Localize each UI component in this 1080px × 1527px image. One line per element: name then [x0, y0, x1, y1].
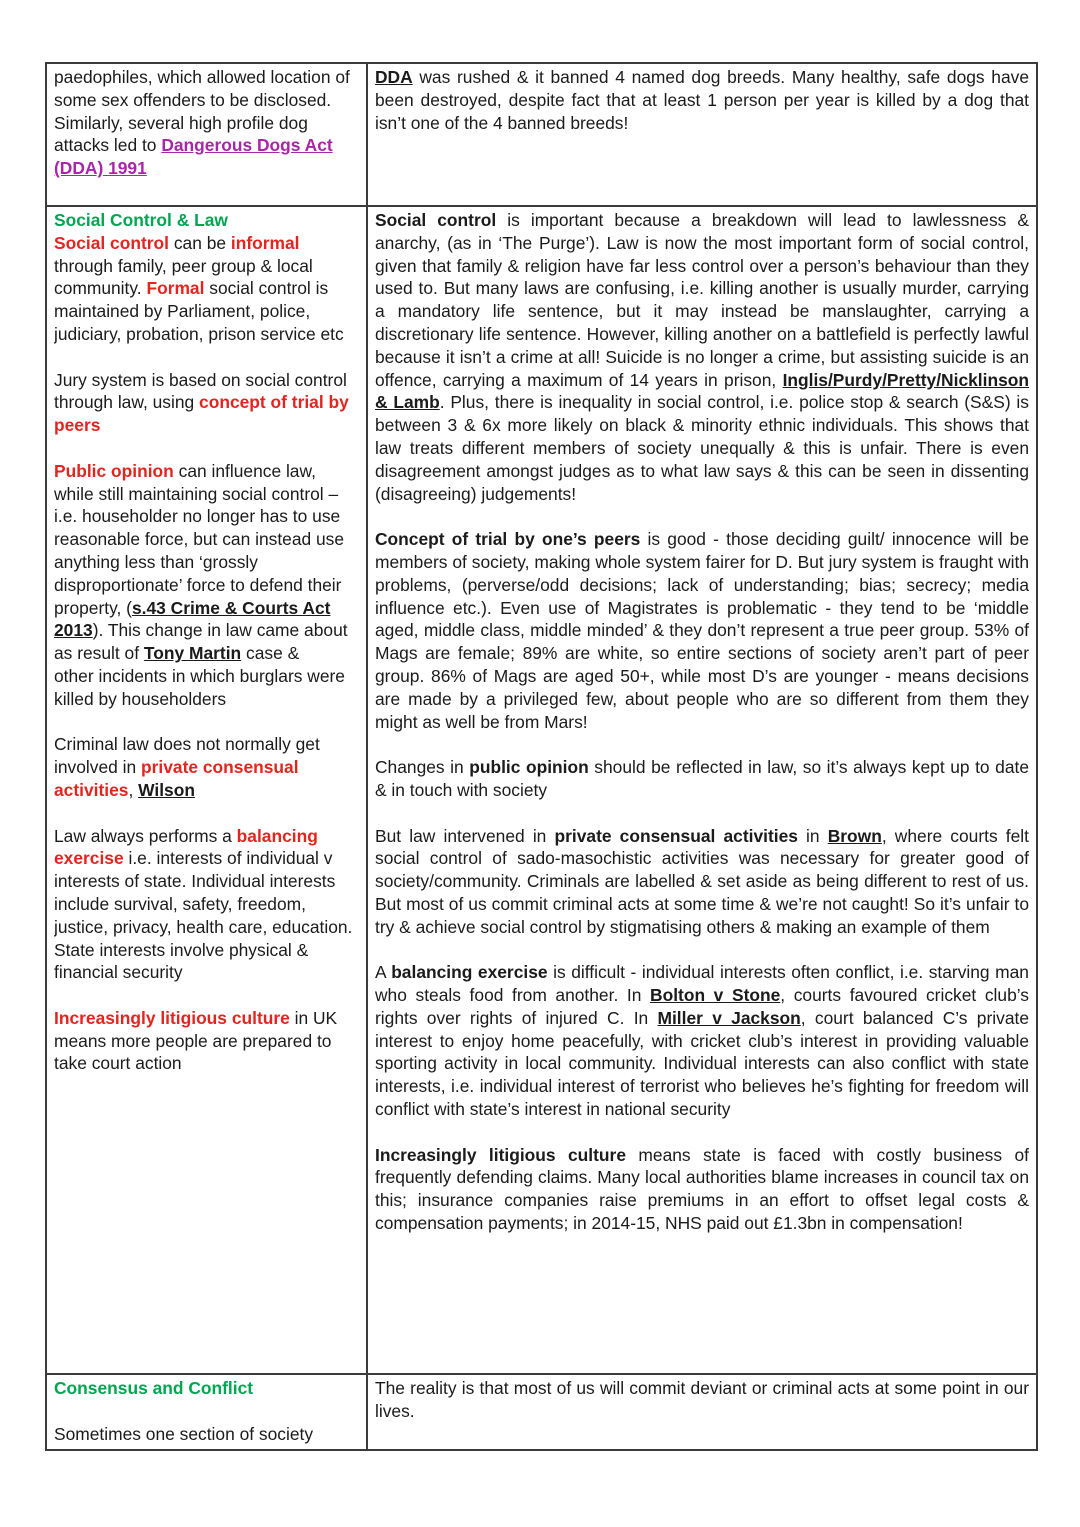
cell-r2-right: [367, 206, 1037, 1374]
text-run: was rushed & it banned 4 named dog breeds. Many healthy, safe dogs have been destroyed, despite fact that at least 1 person per year is killed by a dog that isn’t one of the 4 banned breeds!: [375, 67, 1029, 133]
cell-r3-left-content: [54, 1377, 359, 1447]
text-run: Criminal law does not normally get involved in: [54, 734, 320, 778]
cell-r3-right: [367, 1374, 1037, 1450]
emphasis-bold: private consensual activities: [554, 825, 798, 846]
blank-line: [54, 802, 359, 825]
text-run: means state is faced with costly business of frequently defending claims. Many local authorities blame increases in council tax on this; insurance companies raise premiums in an effort to offset legal costs & compensation payments; in 2014-15, NHS paid out £1.3bn in compensation!: [375, 1144, 1029, 1234]
notes-table: [45, 62, 1038, 1451]
emphasis-red: Formal: [146, 278, 205, 299]
text-run: case &: [241, 643, 300, 664]
text-run: is important because a breakdown will lead to lawlessness & anarchy, (as in ‘The Purge’). Law is now the most important form of social control, given that family & religion have far less control over a person’s behaviour than they used to. But many laws are confusing, i.e. killing another is usually murder, carrying a mandatory life sentence, but it may instead be manslaughter, carrying a discretionary life sentence. However, killing another on a battlefield is perfectly lawful because it isn’t a crime at all! Suicide is no longer a crime, but assisting suicide is an offence, carrying a maximum of 14 years in prison,: [375, 210, 1029, 390]
emphasis-bold: Social control: [375, 210, 497, 230]
paragraph: [54, 1377, 359, 1400]
paragraph: [54, 1423, 359, 1446]
paragraph: [375, 66, 1029, 134]
cell-r1-left: [46, 63, 367, 206]
paragraph: [375, 209, 1029, 505]
cell-r1-right-content: [375, 66, 1029, 203]
text-run: , courts favoured cricket club’s rights over rights of injured C. In: [375, 985, 1029, 1028]
text-run: in UK means more people are prepared to take court action: [54, 1007, 338, 1074]
paragraph: [54, 1007, 359, 1075]
cell-r1-left-content: [54, 66, 359, 203]
emphasis-red: Increasingly litigious culture: [54, 1007, 290, 1028]
blank-line: [54, 711, 359, 734]
blank-line: [375, 1121, 1029, 1144]
emphasis-bold: balancing exercise: [391, 962, 548, 983]
cell-r2-left-content: [54, 209, 359, 1371]
paragraph: [54, 460, 359, 711]
text-run: is good - those deciding guilt/ innocence will be members of society, making whole system fairer for D. But jury system is fraught with problems, (perverse/odd decisions; lack of understanding; bias; secrecy; media influence etc.). Even use of Magistrates is problematic - they tend to be ‘middle aged, middle class, middle minded’ & they don’t represent a true peer group. 53% of Mags are female; 89% are white, so entire sections of society aren’t part of peer group. 86% of Mags are aged 50+, while most D’s are younger - means decisions are made by a privileged few, about people who are so different from them they might as well be from Mars!: [375, 529, 1029, 732]
text-run: Changes in: [375, 757, 470, 778]
blank-line: [375, 939, 1029, 962]
paragraph: [375, 1377, 1029, 1423]
text-run: paedophiles, which allowed location of some sex offenders to be disclosed. Similarly, several high profile dog attacks led to: [54, 67, 350, 156]
emphasis-bu: Bolton v Stone: [650, 985, 781, 1006]
emphasis-green: Social Control & Law: [54, 210, 228, 230]
emphasis-red: Social control: [54, 232, 169, 253]
text-run: Sometimes one section of society: [54, 1423, 314, 1444]
text-run: The reality is that most of us will commit deviant or criminal acts at some point in our lives.: [375, 1378, 1029, 1421]
paragraph: [54, 232, 359, 346]
text-run: ,: [128, 779, 139, 800]
paragraph: [375, 961, 1029, 1121]
text-run: A: [375, 962, 392, 983]
text-run: , court balanced C’s private interest to enjoy home peacefully, with cricket club’s interest in providing valuable sporting activity in local community. Individual interests can also conflict with state interests, i.e. individual interest of terrorist who believes he’s fighting for freedom will conflict with state’s interest in national security: [375, 1007, 1029, 1120]
text-run: can be: [169, 232, 231, 253]
text-run: through family, peer group & local community.: [54, 255, 313, 299]
paragraph: [375, 1144, 1029, 1235]
text-run: But law intervened in: [375, 825, 555, 846]
emphasis-red: private consensual activities: [54, 757, 299, 800]
emphasis-bold: Increasingly litigious culture: [375, 1144, 626, 1165]
blank-line: [375, 505, 1029, 528]
text-run: in: [797, 825, 828, 846]
cell-r3-right-content: [375, 1377, 1029, 1447]
paragraph: [375, 825, 1029, 939]
emphasis-red: informal: [230, 232, 300, 253]
emphasis-bu: Inglis/Purdy/Pretty/Nicklinson & Lamb: [375, 369, 1029, 413]
paragraph: [54, 825, 359, 985]
text-run: Jury system is based on social control through law, using: [54, 369, 347, 413]
text-run: should be reflected in law, so it’s always kept up to date & in touch with society: [375, 757, 1029, 800]
paragraph: [54, 733, 359, 801]
table-row-3: [46, 1374, 1037, 1450]
emphasis-bu: Wilson: [138, 779, 195, 800]
paragraph: [375, 756, 1029, 802]
emphasis-green: Consensus and Conflict: [54, 1378, 254, 1398]
blank-line: [375, 733, 1029, 756]
emphasis-bold: Concept of trial by one’s peers: [375, 529, 641, 550]
notes-table-body: [46, 63, 1037, 1450]
cell-r1-right: [367, 63, 1037, 206]
emphasis-bu: DDA: [375, 67, 413, 87]
text-run: i.e. interests of individual v interests of state. Individual interests include survival, safety, freedom, justice, privacy, health care, education. State interests involve physical & financial security: [54, 848, 353, 983]
blank-line: [54, 346, 359, 369]
emphasis-red: Public opinion: [54, 460, 174, 481]
blank-line: [54, 437, 359, 460]
paragraph: [54, 369, 359, 437]
blank-line: [375, 802, 1029, 825]
emphasis-bu: Tony Martin: [143, 643, 242, 664]
table-row-2: [46, 206, 1037, 1374]
text-run: ). This change in law came about as result of: [54, 620, 348, 664]
text-run: other incidents in which burglars were killed by householders: [54, 665, 345, 709]
emphasis-red: concept of trial by peers: [54, 392, 349, 436]
text-run: is difficult - individual interests often conflict, i.e. starving man who steals food from another. In: [375, 962, 1029, 1006]
emphasis-red: balancing exercise: [54, 825, 318, 869]
text-run: . Plus, there is inequality in social control, i.e. police stop & search (S&S) is between 3 & 6x more likely on black & minority ethnic individuals. This shows that law treats different members of society unequally & this is unfair. There is even disagreement amongst judges as to what law says & this can be seen in dissenting (disagreeing) judgements!: [375, 392, 1029, 504]
cell-r2-right-content: [375, 209, 1029, 1371]
emphasis-purple: Dangerous Dogs Act (DDA) 1991: [54, 135, 333, 179]
emphasis-bu: Miller v Jackson: [657, 1007, 801, 1028]
blank-line: [54, 984, 359, 1007]
paragraph: [54, 209, 359, 232]
text-run: can influence law, while still maintaining social control – i.e. householder no longer has to use reasonable force, but can instead use anything less than ‘grossly disproportionate’ force to defend their property, (: [54, 460, 345, 618]
paragraph: [54, 66, 359, 180]
paragraph: [375, 528, 1029, 733]
emphasis-bu: Brown: [827, 825, 882, 846]
emphasis-bold: public opinion: [469, 757, 589, 778]
cell-r3-left: [46, 1374, 367, 1450]
text-run: social control is maintained by Parliament, police, judiciary, probation, prison service etc: [54, 278, 344, 344]
table-row-1: [46, 63, 1037, 206]
text-run: Law always performs a: [54, 825, 237, 846]
cell-r2-left: [46, 206, 367, 1374]
emphasis-bu: s.43 Crime & Courts Act 2013: [54, 597, 331, 641]
blank-line: [54, 1400, 359, 1423]
text-run: , where courts felt social control of sado-masochistic activities was necessary for greater good of society/community. Criminals are labelled & set aside as being different to rest of us. But most of us commit criminal acts at some time & we’re not caught! So it’s unfair to try & achieve social control by stigmatising others & making an example of them: [375, 825, 1029, 937]
